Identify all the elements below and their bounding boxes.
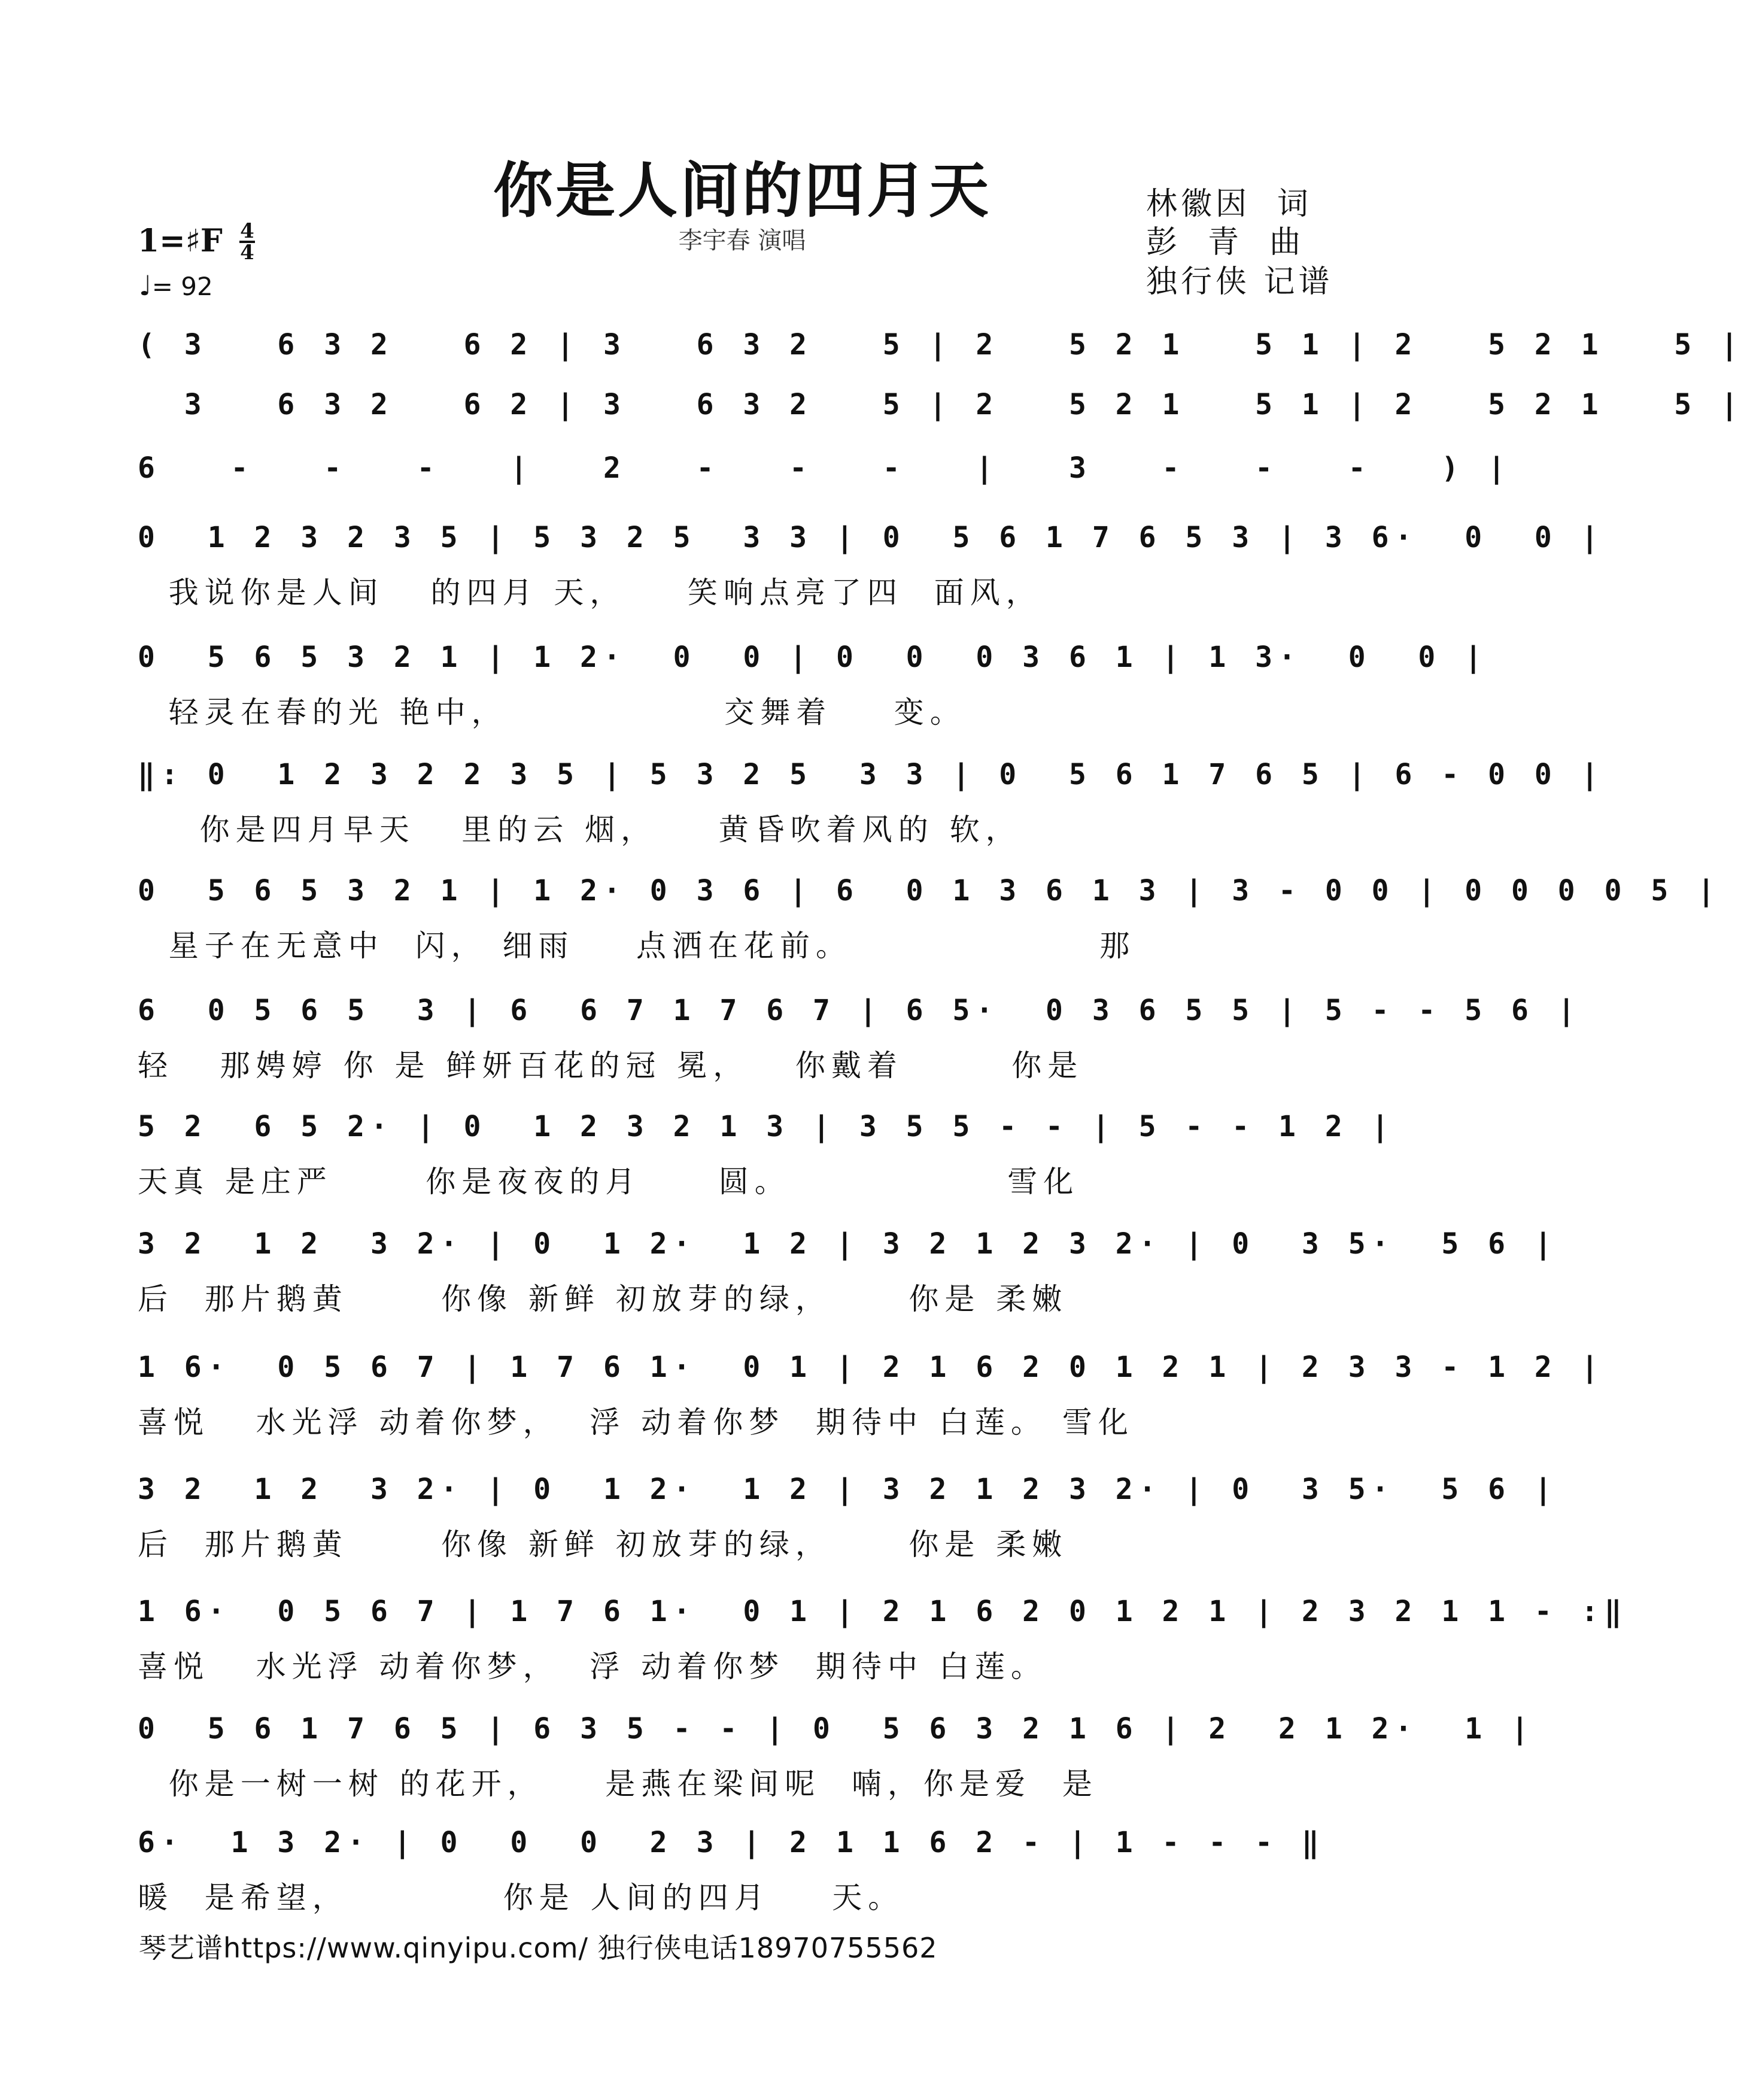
notes-line: 1 6· 0 5 6 7 | 1 7 6 1· 0 1 | 2 1 6 2 0 1 2 1 | 2 3 3 - 1 2 |	[138, 1351, 1605, 1384]
composer-credit: 彭 青 曲	[1146, 224, 1305, 260]
notes-line: 6 - - - | 2 - - - | 3 - - - ) |	[138, 451, 1512, 485]
score-row	[138, 388, 1744, 436]
score-row	[138, 521, 1605, 610]
notes-line: 5 2 6 5 2· | 0 1 2 3 2 1 3 | 3 5 5 - - | 5 - - 1 2 |	[138, 1110, 1395, 1143]
key-signature: 1=♯F	[138, 223, 223, 259]
lyric-line: 喜悦 水光浮 动着你梦， 浮 动着你梦 期待中 白莲。	[138, 1649, 1047, 1684]
tempo-value: = 92	[151, 272, 213, 301]
lyric-line: 轻灵在春的光 艳中， 交舞着 变。	[138, 695, 966, 730]
quarter-note-icon: ♩	[139, 269, 152, 302]
notes-line: 3 2 1 2 3 2· | 0 1 2· 1 2 | 3 2 1 2 3 2· | 0 3 5· 5 6 |	[138, 1227, 1558, 1261]
notes-line: 3 2 1 2 3 2· | 0 1 2· 1 2 | 3 2 1 2 3 2· | 0 3 5· 5 6 |	[138, 1473, 1558, 1506]
time-signature-top: 4	[240, 219, 254, 243]
score-row	[138, 1110, 1395, 1199]
score-row	[138, 1595, 1628, 1684]
lyricist-credit: 林徽因 词	[1146, 186, 1312, 222]
lyric-line: 你是四月早天 里的云 烟， 黄昏吹着风的 软，	[138, 812, 1022, 847]
score-row	[138, 1227, 1558, 1316]
song-title: 你是人间的四月天	[493, 155, 991, 226]
time-signature-bottom: 4	[240, 241, 254, 265]
notes-line: 0 5 6 1 7 6 5 | 6 3 5 - - | 0 5 6 3 2 1 6 | 2 2 1 2· 1 |	[138, 1712, 1535, 1746]
lyric-line: 喜悦 水光浮 动着你梦， 浮 动着你梦 期待中 白莲。 雪化	[138, 1405, 1134, 1440]
lyric-line: 天真 是庄严 你是夜夜的月 圆。 雪化	[138, 1164, 1080, 1199]
score-row	[138, 758, 1605, 847]
score-row	[138, 994, 1581, 1083]
score-row	[138, 1351, 1605, 1440]
notes-line: 0 5 6 5 3 2 1 | 1 2· 0 0 | 0 0 0 3 6 1 | 1 3· 0 0 |	[138, 641, 1488, 674]
singer-credit: 李宇春 演唱	[678, 227, 806, 254]
score-row	[138, 641, 1488, 730]
score-row	[138, 1826, 1353, 1915]
score-row	[138, 1712, 1535, 1801]
notes-line: 6· 1 3 2· | 0 0 0 2 3 | 2 1 1 6 2 - | 1 - - - ‖	[138, 1826, 1325, 1859]
transcriber-credit: 独行侠 记谱	[1146, 264, 1333, 300]
score-row	[138, 328, 1744, 376]
lyric-line: 你是一树一树 的花开， 是燕在梁间呢 喃，你是爱 是	[138, 1767, 1098, 1801]
score-row	[138, 874, 1721, 963]
notes-line: ‖: 0 1 2 3 2 2 3 5 | 5 3 2 5 3 3 | 0 5 6 1 7 6 5 | 6 - 0 0 |	[138, 758, 1605, 791]
notes-line: 0 1 2 3 2 3 5 | 5 3 2 5 3 3 | 0 5 6 1 7 6 5 3 | 3 6· 0 0 |	[138, 521, 1605, 554]
tempo-marking	[139, 269, 213, 302]
lyric-line: 后 那片鹅黄 你像 新鲜 初放芽的绿， 你是 柔嫩	[138, 1527, 1068, 1562]
lyric-line: 轻 那娉婷 你 是 鲜妍百花的冠 冕， 你戴着 你是	[138, 1048, 1084, 1083]
score-row	[138, 451, 1512, 499]
score-row	[138, 1473, 1558, 1562]
time-signature	[239, 219, 255, 265]
notes-line: 3 6 3 2 6 2 | 3 6 3 2 5 | 2 5 2 1 5 1 | 2 5 2 1 5 |	[138, 388, 1744, 421]
lyric-line: 我说你是人间 的四月 天， 笑响点亮了四 面风，	[138, 575, 1042, 610]
lyric-line: 暖 是希望， 你是 人间的四月 天。	[138, 1880, 904, 1915]
lyric-line: 星子在无意中 闪， 细雨 点洒在花前。 那	[138, 928, 1136, 963]
lyric-line: 后 那片鹅黄 你像 新鲜 初放芽的绿， 你是 柔嫩	[138, 1282, 1068, 1316]
notes-line: 0 5 6 5 3 2 1 | 1 2· 0 3 6 | 6 0 1 3 6 1 3 | 3 - 0 0 | 0 0 0 0 5 |	[138, 874, 1721, 908]
notes-line: 1 6· 0 5 6 7 | 1 7 6 1· 0 1 | 2 1 6 2 0 1 2 1 | 2 3 2 1 1 - :‖	[138, 1595, 1628, 1628]
notes-line: 6 0 5 6 5 3 | 6 6 7 1 7 6 7 | 6 5· 0 3 6 5 5 | 5 - - 5 6 |	[138, 994, 1581, 1027]
footer-source: 琴艺谱https://www.qinyipu.com/ 独行侠电话18970755562	[139, 1932, 938, 1964]
notes-line: ( 3 6 3 2 6 2 | 3 6 3 2 5 | 2 5 2 1 5 1 | 2 5 2 1 5 |	[138, 328, 1744, 362]
